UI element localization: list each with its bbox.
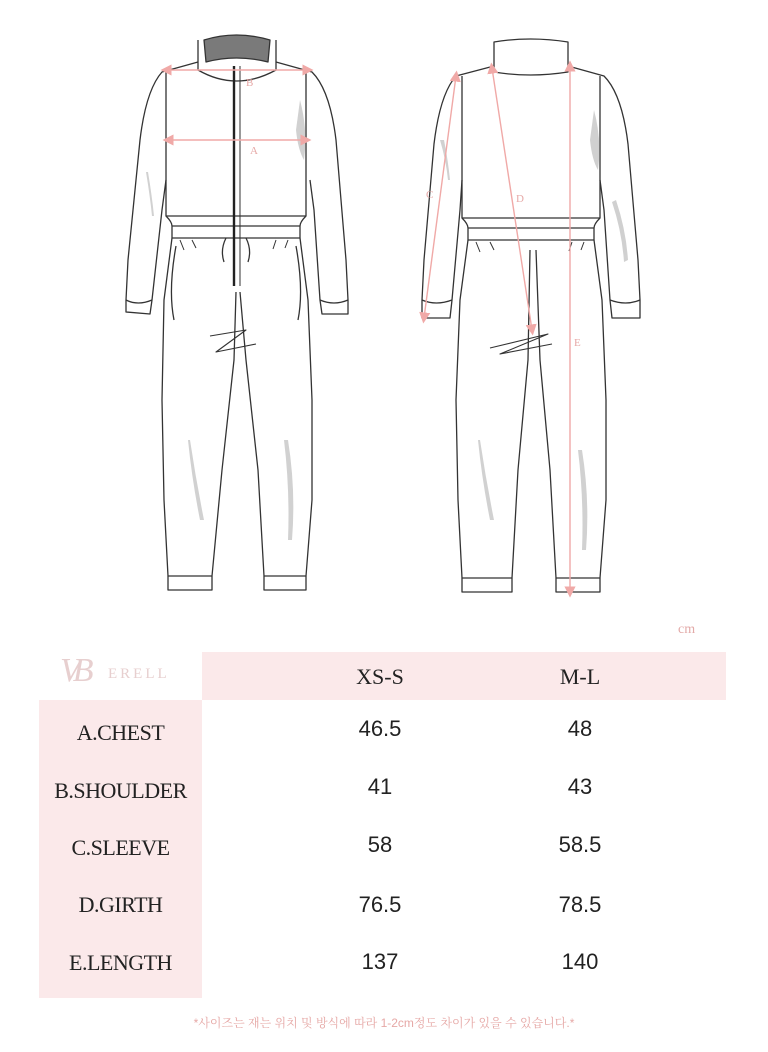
front-view-drawing [126, 35, 348, 590]
cell-chest-m-l: 48 [567, 716, 593, 741]
measurement-note: *사이즈는 재는 위치 및 방식에 따라 1-2cm정도 차이가 있을 수 있습니다.* [193, 1016, 575, 1030]
cell-sleeve-xs-s: 58 [367, 832, 393, 857]
label-c: C [426, 189, 434, 201]
back-measurements [424, 66, 570, 592]
column-header-m-l: M-L [559, 664, 601, 689]
cell-chest-xs-s: 46.5 [358, 716, 402, 741]
cell-girth-m-l: 78.5 [558, 892, 602, 917]
row-label-chest: A.CHEST [76, 720, 165, 745]
cell-length-m-l: 140 [561, 949, 599, 974]
brand-monogram: VB [60, 652, 86, 689]
label-b: B [246, 77, 254, 89]
brand-logo [58, 650, 198, 700]
cell-girth-xs-s: 76.5 [358, 892, 402, 917]
row-label-length: E.LENGTH [69, 950, 172, 975]
unit-label: cm [678, 622, 696, 637]
cell-sleeve-m-l: 58.5 [558, 832, 602, 857]
cell-length-xs-s: 137 [361, 949, 399, 974]
back-view-drawing [422, 39, 640, 592]
column-header-xs-s: XS-S [356, 664, 404, 689]
label-e: E [574, 337, 581, 349]
cell-shoulder-m-l: 43 [567, 774, 593, 799]
label-d: D [516, 193, 524, 205]
row-label-sleeve: C.SLEEVE [71, 835, 170, 860]
front-shading [146, 100, 305, 540]
row-label-shoulder: B.SHOULDER [54, 778, 187, 803]
brand-wordmark: ERELL [108, 666, 170, 682]
label-a: A [250, 145, 258, 157]
cell-shoulder-xs-s: 41 [367, 774, 393, 799]
row-label-girth: D.GIRTH [78, 892, 163, 917]
